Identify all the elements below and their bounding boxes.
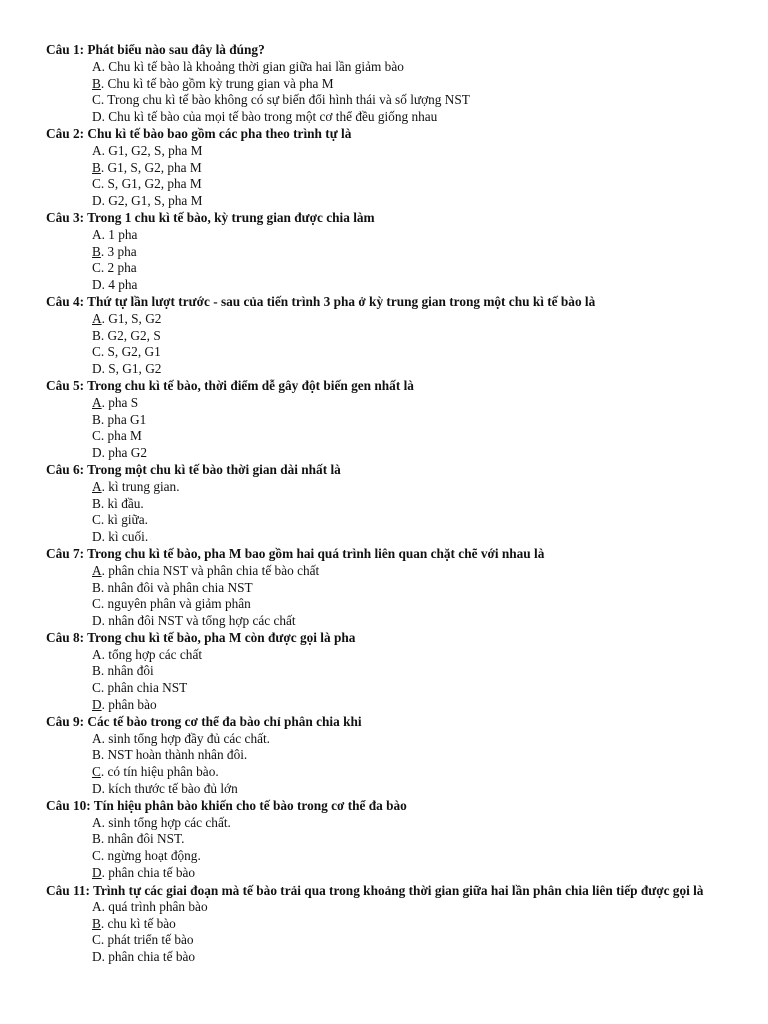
answer-option [92,747,728,764]
question-stem [46,126,728,143]
question-stem [46,546,728,563]
answer-letter: C [92,428,101,444]
answer-option [92,428,728,445]
answer-letter: A [92,730,102,746]
answer-text: . Chu kì tế bào là khoảng thời gian giữa hai lần giảm bào [101,58,404,74]
answer-option [92,781,728,798]
answer-option [92,496,728,513]
answer-letter: B [92,411,101,427]
answer-option [92,244,728,261]
answer-letter: B [92,579,101,595]
answer-letter: B [92,747,101,763]
answer-letter: D [92,193,102,209]
answer-letter: A [92,814,102,830]
answer-option [92,697,728,714]
answer-text: . G1, G2, S, pha M [101,142,203,158]
question-number: Câu 9: [46,713,85,729]
answer-letter: A [92,226,102,242]
answer-text: . phân chia NST và phân chia tế bào chất [101,562,320,578]
answer-option [92,613,728,630]
answer-letter: C [92,92,101,108]
answer-text: . S, G1, G2, pha M [100,176,202,192]
answer-letter: B [92,831,101,847]
answer-options [46,563,728,630]
question-number: Câu 3: [46,209,85,225]
answer-text: . NST hoàn thành nhân đôi. [100,747,248,763]
question-text: Trong 1 chu kì tế bào, kỳ trung gian được chia làm [87,209,375,225]
question-7 [46,546,728,630]
answer-option [92,764,728,781]
answer-text: . G2, G2, S [100,327,161,343]
question-number: Câu 6: [46,461,85,477]
answer-options [46,731,728,798]
answer-text: . 1 pha [101,226,138,242]
correct-answer-letter: A [92,310,102,326]
answer-text: . Trong chu kì tế bào không có sự biến đổi hình thái và số lượng NST [100,92,470,108]
answer-option [92,395,728,412]
answer-letter: A [92,142,102,158]
answer-option [92,76,728,93]
question-5 [46,378,728,462]
answer-text: . kì đầu. [100,495,144,511]
answer-option [92,512,728,529]
answer-text: . kì giữa. [100,512,148,528]
answer-option [92,59,728,76]
answer-letter: D [92,781,102,797]
answer-text: . chu kì tế bào [100,915,176,931]
answer-text: . kì cuối. [101,529,149,545]
answer-letter: D [92,277,102,293]
answer-letter: D [92,445,102,461]
question-2 [46,126,728,210]
answer-options [46,647,728,714]
answer-options [46,899,728,966]
answer-text: . Chu kì tế bào của mọi tế bào trong một cơ thể đều giống nhau [101,109,438,125]
correct-answer-letter: B [92,243,101,259]
answer-text: . có tín hiệu phân bào. [100,764,219,780]
correct-answer-letter: A [92,478,102,494]
answer-text: . nhân đôi NST và tổng hợp các chất [101,613,296,629]
answer-option [92,227,728,244]
question-number: Câu 8: [46,629,85,645]
answer-text: . phân chia NST [100,680,188,696]
answer-text: . G1, S, G2 [101,310,162,326]
answer-option [92,899,728,916]
question-number: Câu 1: [46,42,85,57]
answer-option [92,143,728,160]
question-9 [46,714,728,798]
question-text: Trong chu kì tế bào, pha M còn được gọi là pha [87,629,356,645]
answer-text: . nhân đôi NST. [100,831,185,847]
correct-answer-letter: A [92,394,102,410]
answer-text: . pha G2 [101,445,148,461]
answer-letter: C [92,680,101,696]
answer-text: . pha G1 [100,411,147,427]
answer-option [92,529,728,546]
answer-text: . phân chia tế bào [101,949,196,965]
answer-option [92,647,728,664]
correct-answer-letter: C [92,764,101,780]
answer-option [92,563,728,580]
answer-option [92,328,728,345]
answer-letter: C [92,596,101,612]
answer-option [92,580,728,597]
answer-letter: B [92,327,101,343]
answer-option [92,92,728,109]
correct-answer-letter: B [92,915,101,931]
question-text: Phát biểu nào sau đây là đúng? [87,42,265,57]
answer-option [92,916,728,933]
question-number: Câu 11: [46,882,90,898]
question-11 [46,882,728,966]
answer-letter: D [92,361,102,377]
answer-option [92,596,728,613]
answer-letter: D [92,949,102,965]
question-text: Tín hiệu phân bào khiến cho tế bào trong cơ thể đa bào [93,797,407,813]
question-text: Trong một chu kì tế bào thời gian dài nhất là [87,461,341,477]
answer-text: . nguyên phân và giảm phân [100,596,251,612]
answer-text: . tổng hợp các chất [101,646,203,662]
question-6 [46,462,728,546]
answer-letter: D [92,529,102,545]
answer-options [46,59,728,126]
question-text: Các tế bào trong cơ thể đa bào chỉ phân chia khi [87,713,362,729]
question-number: Câu 10: [46,797,91,813]
answer-letter: A [92,646,102,662]
answer-option [92,831,728,848]
answer-text: . phân bào [101,697,157,713]
question-stem [46,210,728,227]
correct-answer-letter: A [92,562,102,578]
answer-text: . G2, G1, S, pha M [101,193,203,209]
answer-option [92,663,728,680]
answer-option [92,949,728,966]
answer-text: . pha S [101,394,139,410]
answer-letter: B [92,495,101,511]
answer-option [92,445,728,462]
answer-letter: C [92,344,101,360]
question-number: Câu 5: [46,377,85,393]
answer-option [92,311,728,328]
answer-option [92,412,728,429]
answer-option [92,176,728,193]
answer-text: . kì trung gian. [101,478,180,494]
question-stem [46,462,728,479]
question-text: Trình tự các giai đoạn mà tế bào trải qua trong khoảng thời gian giữa hai lần phân chia liên tiếp được gọi là [93,882,704,898]
answer-option [92,815,728,832]
answer-options [46,311,728,378]
answer-text: . phân chia tế bào [101,865,196,881]
answer-text: . sinh tổng hợp đầy đủ các chất. [101,730,271,746]
answer-option [92,479,728,496]
answer-letter: D [92,109,102,125]
correct-answer-letter: B [92,75,101,91]
answer-option [92,731,728,748]
answer-option [92,848,728,865]
answer-text: . pha M [100,428,142,444]
answer-letter: D [92,613,102,629]
answer-text: . sinh tổng hợp các chất. [101,814,231,830]
answer-option [92,932,728,949]
answer-text: . kích thước tế bào đủ lớn [101,781,238,797]
question-text: Chu kì tế bào bao gồm các pha theo trình tự là [87,125,352,141]
answer-text: . Chu kì tế bào gồm kỳ trung gian và pha M [100,75,334,91]
answer-letter: C [92,260,101,276]
answer-text: . quá trình phân bào [101,898,208,914]
question-10 [46,798,728,882]
question-4 [46,294,728,378]
answer-text: . 2 pha [100,260,137,276]
answer-option [92,680,728,697]
question-stem [46,378,728,395]
question-3 [46,210,728,294]
question-number: Câu 4: [46,293,85,309]
answer-text: . 3 pha [100,243,137,259]
question-text: Thứ tự lần lượt trước - sau của tiến trình 3 pha ở kỳ trung gian trong một chu kì tế bào là [87,293,596,309]
answer-option [92,344,728,361]
question-stem [46,42,728,59]
correct-answer-letter: B [92,159,101,175]
answer-letter: A [92,58,102,74]
answer-letter: A [92,898,102,914]
question-1 [46,42,728,126]
answer-options [46,143,728,210]
answer-option [92,865,728,882]
answer-options [46,479,728,546]
answer-option [92,277,728,294]
question-number: Câu 7: [46,545,85,561]
correct-answer-letter: D [92,865,102,881]
answer-text: . S, G2, G1 [100,344,161,360]
answer-text: . G1, S, G2, pha M [100,159,202,175]
answer-options [46,815,728,882]
question-text: Trong chu kì tế bào, thời điểm dễ gây đột biến gen nhất là [87,377,414,393]
answer-text: . phát triển tế bào [100,932,194,948]
question-number: Câu 2: [46,125,85,141]
question-stem [46,798,728,815]
answer-letter: C [92,848,101,864]
answer-option [92,160,728,177]
answer-option [92,193,728,210]
answer-text: . nhân đôi [100,663,154,679]
answer-letter: C [92,512,101,528]
answer-letter: B [92,663,101,679]
answer-option [92,109,728,126]
question-stem [46,630,728,647]
answer-text: . 4 pha [101,277,138,293]
answer-options [46,395,728,462]
answer-option [92,361,728,378]
answer-options [46,227,728,294]
correct-answer-letter: D [92,697,102,713]
answer-text: . ngừng hoạt động. [100,848,201,864]
answer-text: . S, G1, G2 [101,361,162,377]
question-stem [46,294,728,311]
question-stem [46,714,728,731]
answer-option [92,260,728,277]
question-text: Trong chu kì tế bào, pha M bao gồm hai quá trình liên quan chặt chẽ với nhau là [87,545,545,561]
answer-text: . nhân đôi và phân chia NST [100,579,253,595]
question-8 [46,630,728,714]
answer-letter: C [92,932,101,948]
answer-letter: C [92,176,101,192]
question-stem [46,882,728,899]
